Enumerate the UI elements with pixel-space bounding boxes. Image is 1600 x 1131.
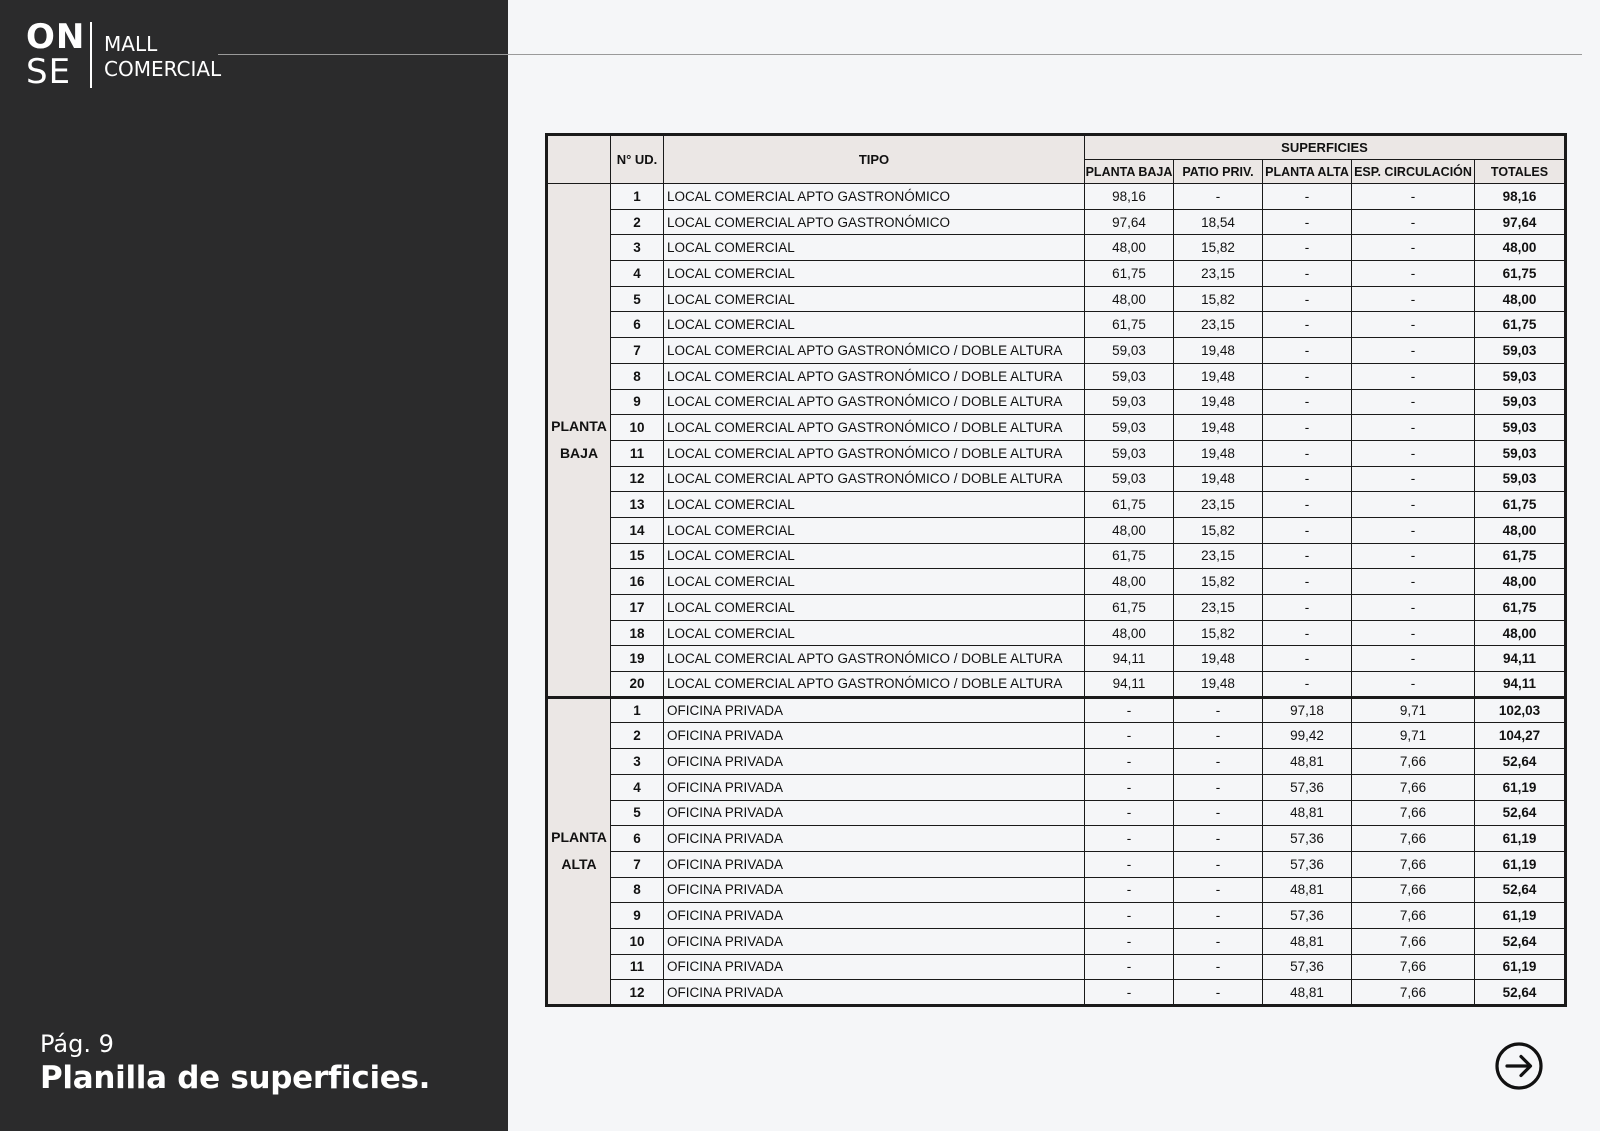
esp-circulacion-cell: - (1352, 595, 1475, 621)
unit-number: 9 (611, 903, 664, 929)
planta-baja-cell: - (1085, 877, 1174, 903)
total-cell: 61,75 (1475, 312, 1566, 338)
tipo-cell: OFICINA PRIVADA (664, 826, 1085, 852)
logo-name-line2: COMERCIAL (104, 57, 222, 81)
total-cell: 52,64 (1475, 749, 1566, 775)
tipo-cell: LOCAL COMERCIAL (664, 312, 1085, 338)
esp-circulacion-cell: - (1352, 620, 1475, 646)
floor-label-line2: BAJA (559, 444, 599, 461)
esp-circulacion-cell: - (1352, 415, 1475, 441)
unit-number: 10 (611, 928, 664, 954)
header-planta-baja: PLANTA BAJA (1085, 160, 1174, 184)
planta-baja-cell: - (1085, 954, 1174, 980)
table-row (547, 517, 1566, 543)
total-cell: 98,16 (1475, 184, 1566, 210)
planta-baja-cell: 59,03 (1085, 415, 1174, 441)
table-row (547, 184, 1566, 210)
tipo-cell: OFICINA PRIVADA (664, 980, 1085, 1006)
tipo-cell: OFICINA PRIVADA (664, 877, 1085, 903)
surface-table (545, 133, 1567, 1007)
total-cell: 59,03 (1475, 466, 1566, 492)
patio-priv-cell: 19,48 (1174, 389, 1263, 415)
header-patio-priv: PATIO PRIV. (1174, 160, 1263, 184)
total-cell: 61,75 (1475, 261, 1566, 287)
total-cell: 104,27 (1475, 723, 1566, 749)
table-row (547, 312, 1566, 338)
header-floor-blank (547, 135, 611, 184)
unit-number: 16 (611, 569, 664, 595)
table-row (547, 389, 1566, 415)
tipo-cell: LOCAL COMERCIAL APTO GASTRONÓMICO (664, 209, 1085, 235)
planta-baja-cell: 61,75 (1085, 312, 1174, 338)
surface-table-container (545, 133, 1564, 1007)
tipo-cell: OFICINA PRIVADA (664, 723, 1085, 749)
patio-priv-cell: 23,15 (1174, 595, 1263, 621)
patio-priv-cell: 19,48 (1174, 415, 1263, 441)
unit-number: 14 (611, 517, 664, 543)
unit-number: 1 (611, 184, 664, 210)
patio-priv-cell: 15,82 (1174, 620, 1263, 646)
esp-circulacion-cell: 7,66 (1352, 774, 1475, 800)
planta-baja-cell: 48,00 (1085, 620, 1174, 646)
floor-label-line2: ALTA (561, 856, 597, 873)
planta-baja-cell: 59,03 (1085, 338, 1174, 364)
patio-priv-cell: - (1174, 184, 1263, 210)
total-cell: 59,03 (1475, 440, 1566, 466)
planta-baja-cell: 61,75 (1085, 595, 1174, 621)
planta-baja-cell: - (1085, 826, 1174, 852)
unit-number: 6 (611, 826, 664, 852)
tipo-cell: LOCAL COMERCIAL (664, 492, 1085, 518)
unit-number: 8 (611, 877, 664, 903)
planta-baja-cell: - (1085, 723, 1174, 749)
planta-baja-cell: - (1085, 980, 1174, 1006)
unit-number: 3 (611, 235, 664, 261)
planta-alta-cell: 48,81 (1263, 980, 1352, 1006)
planta-alta-cell: - (1263, 672, 1352, 698)
total-cell: 52,64 (1475, 980, 1566, 1006)
tipo-cell: OFICINA PRIVADA (664, 774, 1085, 800)
unit-number: 20 (611, 672, 664, 698)
tipo-cell: LOCAL COMERCIAL (664, 543, 1085, 569)
tipo-cell: LOCAL COMERCIAL APTO GASTRONÓMICO / DOBLE ALTURA (664, 389, 1085, 415)
patio-priv-cell: - (1174, 800, 1263, 826)
esp-circulacion-cell: - (1352, 440, 1475, 466)
table-row (547, 697, 1566, 723)
planta-alta-cell: - (1263, 184, 1352, 210)
planta-alta-cell: - (1263, 646, 1352, 672)
planta-baja-cell: 59,03 (1085, 466, 1174, 492)
table-row (547, 440, 1566, 466)
planta-alta-cell: 57,36 (1263, 774, 1352, 800)
planta-alta-cell: - (1263, 209, 1352, 235)
planta-alta-cell: - (1263, 235, 1352, 261)
tipo-cell: OFICINA PRIVADA (664, 697, 1085, 723)
unit-number: 12 (611, 466, 664, 492)
esp-circulacion-cell: - (1352, 517, 1475, 543)
unit-number: 10 (611, 415, 664, 441)
planta-alta-cell: - (1263, 595, 1352, 621)
patio-priv-cell: 15,82 (1174, 517, 1263, 543)
patio-priv-cell: 15,82 (1174, 235, 1263, 261)
unit-number: 5 (611, 800, 664, 826)
planta-baja-cell: 59,03 (1085, 440, 1174, 466)
planta-alta-cell: 48,81 (1263, 749, 1352, 775)
table-row (547, 826, 1566, 852)
page-title: Planilla de superficies. (40, 1060, 431, 1096)
tipo-cell: LOCAL COMERCIAL (664, 569, 1085, 595)
planta-alta-cell: - (1263, 286, 1352, 312)
unit-number: 5 (611, 286, 664, 312)
planta-alta-cell: 48,81 (1263, 928, 1352, 954)
table-row (547, 209, 1566, 235)
total-cell: 94,11 (1475, 646, 1566, 672)
tipo-cell: OFICINA PRIVADA (664, 851, 1085, 877)
planta-alta-cell: - (1263, 569, 1352, 595)
esp-circulacion-cell: - (1352, 261, 1475, 287)
arrow-right-circle-icon[interactable] (1494, 1041, 1544, 1091)
header-superficies: SUPERFICIES (1085, 135, 1566, 160)
planta-baja-cell: 97,64 (1085, 209, 1174, 235)
planta-alta-cell: - (1263, 415, 1352, 441)
unit-number: 9 (611, 389, 664, 415)
total-cell: 97,64 (1475, 209, 1566, 235)
planta-baja-cell: 94,11 (1085, 646, 1174, 672)
unit-number: 3 (611, 749, 664, 775)
patio-priv-cell: - (1174, 928, 1263, 954)
total-cell: 59,03 (1475, 389, 1566, 415)
table-row (547, 749, 1566, 775)
esp-circulacion-cell: - (1352, 492, 1475, 518)
tipo-cell: LOCAL COMERCIAL APTO GASTRONÓMICO (664, 184, 1085, 210)
planta-alta-cell: 57,36 (1263, 954, 1352, 980)
tipo-cell: LOCAL COMERCIAL APTO GASTRONÓMICO / DOBLE ALTURA (664, 415, 1085, 441)
patio-priv-cell: - (1174, 954, 1263, 980)
tipo-cell: LOCAL COMERCIAL (664, 286, 1085, 312)
total-cell: 52,64 (1475, 928, 1566, 954)
total-cell: 48,00 (1475, 517, 1566, 543)
patio-priv-cell: 15,82 (1174, 286, 1263, 312)
esp-circulacion-cell: 7,66 (1352, 980, 1475, 1006)
patio-priv-cell: 23,15 (1174, 261, 1263, 287)
tipo-cell: LOCAL COMERCIAL (664, 595, 1085, 621)
group-planta-baja (547, 184, 1566, 698)
logo-mark (26, 17, 86, 92)
page-number: Pág. 9 (40, 1030, 114, 1058)
table-row (547, 415, 1566, 441)
unit-number: 2 (611, 209, 664, 235)
planta-alta-cell: 57,36 (1263, 903, 1352, 929)
planta-baja-cell: - (1085, 697, 1174, 723)
planta-baja-cell: - (1085, 903, 1174, 929)
table-row (547, 363, 1566, 389)
unit-number: 12 (611, 980, 664, 1006)
patio-priv-cell: 19,48 (1174, 646, 1263, 672)
patio-priv-cell: - (1174, 723, 1263, 749)
group-planta-alta (547, 697, 1566, 1005)
unit-number: 4 (611, 774, 664, 800)
esp-circulacion-cell: - (1352, 646, 1475, 672)
table-row (547, 954, 1566, 980)
table-row (547, 903, 1566, 929)
planta-baja-cell: - (1085, 800, 1174, 826)
brand-logo (26, 17, 222, 92)
unit-number: 7 (611, 338, 664, 364)
planta-baja-cell: 61,75 (1085, 261, 1174, 287)
esp-circulacion-cell: 7,66 (1352, 851, 1475, 877)
patio-priv-cell: - (1174, 903, 1263, 929)
unit-number: 7 (611, 851, 664, 877)
patio-priv-cell: 15,82 (1174, 569, 1263, 595)
esp-circulacion-cell: - (1352, 209, 1475, 235)
esp-circulacion-cell: 7,66 (1352, 877, 1475, 903)
patio-priv-cell: 23,15 (1174, 543, 1263, 569)
esp-circulacion-cell: - (1352, 363, 1475, 389)
total-cell: 61,19 (1475, 851, 1566, 877)
table-row (547, 646, 1566, 672)
table-row (547, 235, 1566, 261)
logo-mark-line1: ON (26, 17, 86, 57)
unit-number: 17 (611, 595, 664, 621)
total-cell: 102,03 (1475, 697, 1566, 723)
total-cell: 59,03 (1475, 363, 1566, 389)
esp-circulacion-cell: - (1352, 235, 1475, 261)
total-cell: 48,00 (1475, 235, 1566, 261)
header-planta-alta: PLANTA ALTA (1263, 160, 1352, 184)
esp-circulacion-cell: 7,66 (1352, 800, 1475, 826)
planta-alta-cell: 57,36 (1263, 826, 1352, 852)
planta-baja-cell: 48,00 (1085, 235, 1174, 261)
total-cell: 61,19 (1475, 954, 1566, 980)
planta-alta-cell: - (1263, 389, 1352, 415)
table-row (547, 800, 1566, 826)
planta-alta-cell: - (1263, 466, 1352, 492)
patio-priv-cell: - (1174, 697, 1263, 723)
esp-circulacion-cell: - (1352, 338, 1475, 364)
total-cell: 52,64 (1475, 800, 1566, 826)
tipo-cell: OFICINA PRIVADA (664, 954, 1085, 980)
planta-baja-cell: 59,03 (1085, 389, 1174, 415)
esp-circulacion-cell: - (1352, 569, 1475, 595)
esp-circulacion-cell: 7,66 (1352, 954, 1475, 980)
unit-number: 1 (611, 697, 664, 723)
patio-priv-cell: - (1174, 980, 1263, 1006)
tipo-cell: OFICINA PRIVADA (664, 903, 1085, 929)
table-row (547, 774, 1566, 800)
logo-name (104, 32, 221, 82)
logo-name-line1: MALL (104, 32, 158, 56)
unit-number: 11 (611, 440, 664, 466)
patio-priv-cell: 23,15 (1174, 312, 1263, 338)
tipo-cell: LOCAL COMERCIAL (664, 261, 1085, 287)
planta-baja-cell: 98,16 (1085, 184, 1174, 210)
tipo-cell: LOCAL COMERCIAL APTO GASTRONÓMICO / DOBLE ALTURA (664, 440, 1085, 466)
planta-baja-cell: 59,03 (1085, 363, 1174, 389)
planta-alta-cell: 97,18 (1263, 697, 1352, 723)
logo-divider (90, 22, 92, 88)
floor-label (547, 697, 611, 1005)
table-row (547, 338, 1566, 364)
total-cell: 61,19 (1475, 903, 1566, 929)
planta-alta-cell: 99,42 (1263, 723, 1352, 749)
patio-priv-cell: 19,48 (1174, 440, 1263, 466)
patio-priv-cell: 19,48 (1174, 363, 1263, 389)
header-tipo: TIPO (664, 135, 1085, 184)
planta-alta-cell: - (1263, 312, 1352, 338)
esp-circulacion-cell: - (1352, 466, 1475, 492)
esp-circulacion-cell: 7,66 (1352, 826, 1475, 852)
patio-priv-cell: 19,48 (1174, 672, 1263, 698)
tipo-cell: LOCAL COMERCIAL APTO GASTRONÓMICO / DOBLE ALTURA (664, 466, 1085, 492)
table-row (547, 569, 1566, 595)
esp-circulacion-cell: - (1352, 312, 1475, 338)
planta-baja-cell: 94,11 (1085, 672, 1174, 698)
table-row (547, 928, 1566, 954)
table-row (547, 595, 1566, 621)
patio-priv-cell: - (1174, 851, 1263, 877)
total-cell: 94,11 (1475, 672, 1566, 698)
tipo-cell: LOCAL COMERCIAL APTO GASTRONÓMICO / DOBLE ALTURA (664, 338, 1085, 364)
table-row (547, 723, 1566, 749)
planta-alta-cell: 48,81 (1263, 800, 1352, 826)
unit-number: 13 (611, 492, 664, 518)
planta-baja-cell: 48,00 (1085, 517, 1174, 543)
planta-alta-cell: - (1263, 261, 1352, 287)
patio-priv-cell: - (1174, 749, 1263, 775)
planta-alta-cell: - (1263, 517, 1352, 543)
esp-circulacion-cell: - (1352, 672, 1475, 698)
table-row (547, 286, 1566, 312)
esp-circulacion-cell: - (1352, 389, 1475, 415)
planta-alta-cell: - (1263, 363, 1352, 389)
patio-priv-cell: 19,48 (1174, 466, 1263, 492)
floor-label-line1: PLANTA (551, 417, 607, 434)
table-row (547, 466, 1566, 492)
planta-baja-cell: 48,00 (1085, 569, 1174, 595)
patio-priv-cell: 18,54 (1174, 209, 1263, 235)
tipo-cell: OFICINA PRIVADA (664, 749, 1085, 775)
planta-alta-cell: - (1263, 338, 1352, 364)
header-rule (218, 54, 1582, 55)
table-header (547, 135, 1566, 184)
tipo-cell: LOCAL COMERCIAL APTO GASTRONÓMICO / DOBLE ALTURA (664, 672, 1085, 698)
tipo-cell: LOCAL COMERCIAL (664, 235, 1085, 261)
planta-alta-cell: - (1263, 440, 1352, 466)
table-row (547, 543, 1566, 569)
esp-circulacion-cell: - (1352, 543, 1475, 569)
total-cell: 48,00 (1475, 620, 1566, 646)
planta-baja-cell: 61,75 (1085, 492, 1174, 518)
planta-alta-cell: 57,36 (1263, 851, 1352, 877)
total-cell: 61,75 (1475, 492, 1566, 518)
planta-alta-cell: - (1263, 620, 1352, 646)
floor-label-line1: PLANTA (551, 829, 607, 846)
header-totales: TOTALES (1475, 160, 1566, 184)
table-row (547, 877, 1566, 903)
planta-alta-cell: - (1263, 543, 1352, 569)
patio-priv-cell: - (1174, 877, 1263, 903)
esp-circulacion-cell: - (1352, 286, 1475, 312)
table-row (547, 672, 1566, 698)
tipo-cell: OFICINA PRIVADA (664, 928, 1085, 954)
planta-alta-cell: - (1263, 492, 1352, 518)
planta-baja-cell: - (1085, 774, 1174, 800)
patio-priv-cell: 23,15 (1174, 492, 1263, 518)
floor-label (547, 184, 611, 698)
planta-baja-cell: 61,75 (1085, 543, 1174, 569)
unit-number: 18 (611, 620, 664, 646)
unit-number: 19 (611, 646, 664, 672)
table-row (547, 851, 1566, 877)
patio-priv-cell: 19,48 (1174, 338, 1263, 364)
esp-circulacion-cell: - (1352, 184, 1475, 210)
total-cell: 61,75 (1475, 543, 1566, 569)
total-cell: 59,03 (1475, 415, 1566, 441)
header-esp-circulacion: ESP. CIRCULACIÓN (1352, 160, 1475, 184)
planta-baja-cell: - (1085, 928, 1174, 954)
unit-number: 6 (611, 312, 664, 338)
esp-circulacion-cell: 7,66 (1352, 749, 1475, 775)
total-cell: 48,00 (1475, 286, 1566, 312)
tipo-cell: LOCAL COMERCIAL (664, 517, 1085, 543)
header-unit: N° UD. (611, 135, 664, 184)
unit-number: 8 (611, 363, 664, 389)
total-cell: 52,64 (1475, 877, 1566, 903)
esp-circulacion-cell: 7,66 (1352, 903, 1475, 929)
total-cell: 59,03 (1475, 338, 1566, 364)
sidebar-panel (0, 0, 508, 1131)
unit-number: 15 (611, 543, 664, 569)
patio-priv-cell: - (1174, 774, 1263, 800)
unit-number: 11 (611, 954, 664, 980)
planta-baja-cell: 48,00 (1085, 286, 1174, 312)
tipo-cell: OFICINA PRIVADA (664, 800, 1085, 826)
tipo-cell: LOCAL COMERCIAL (664, 620, 1085, 646)
total-cell: 48,00 (1475, 569, 1566, 595)
esp-circulacion-cell: 9,71 (1352, 723, 1475, 749)
table-row (547, 261, 1566, 287)
planta-baja-cell: - (1085, 749, 1174, 775)
table-row (547, 620, 1566, 646)
total-cell: 61,75 (1475, 595, 1566, 621)
esp-circulacion-cell: 9,71 (1352, 697, 1475, 723)
unit-number: 2 (611, 723, 664, 749)
table-row (547, 980, 1566, 1006)
table-row (547, 492, 1566, 518)
total-cell: 61,19 (1475, 826, 1566, 852)
planta-baja-cell: - (1085, 851, 1174, 877)
planta-alta-cell: 48,81 (1263, 877, 1352, 903)
unit-number: 4 (611, 261, 664, 287)
tipo-cell: LOCAL COMERCIAL APTO GASTRONÓMICO / DOBLE ALTURA (664, 363, 1085, 389)
tipo-cell: LOCAL COMERCIAL APTO GASTRONÓMICO / DOBLE ALTURA (664, 646, 1085, 672)
total-cell: 61,19 (1475, 774, 1566, 800)
esp-circulacion-cell: 7,66 (1352, 928, 1475, 954)
patio-priv-cell: - (1174, 826, 1263, 852)
logo-mark-line2: SE (26, 52, 72, 92)
